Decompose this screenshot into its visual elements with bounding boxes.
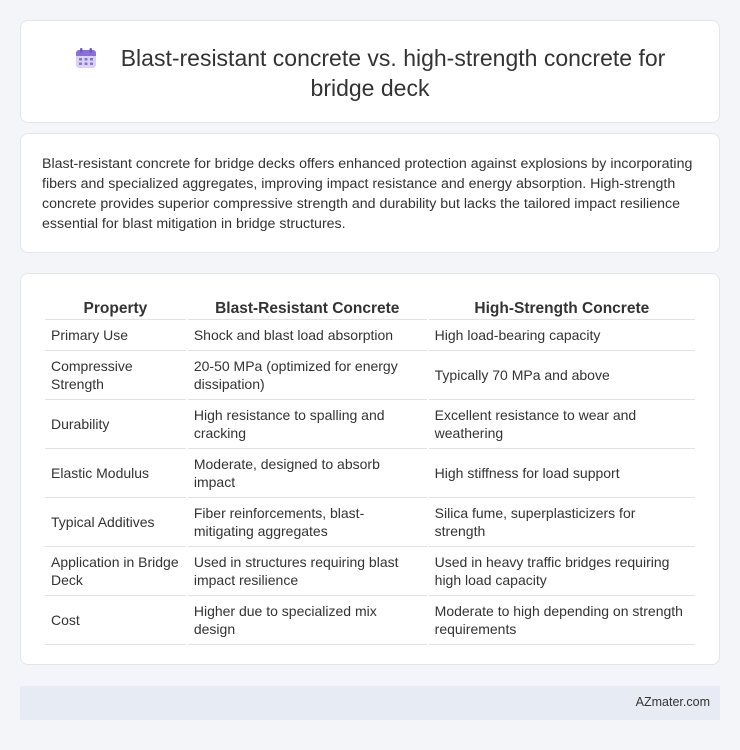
high-strength-cell: High stiffness for load support (429, 449, 695, 498)
blast-resistant-cell: 20-50 MPa (optimized for energy dissipation) (188, 351, 427, 400)
high-strength-cell: High load-bearing capacity (429, 320, 695, 351)
summary-paragraph: Blast-resistant concrete for bridge decks offers enhanced protection against explosions by incorporating fibers and specialized aggregates, improving impact resistance and energy absorption. High-strength concrete provides superior compressive strength and durability but lacks the tailored impact resilience essential for blast mitigation in bridge structures. (42, 156, 693, 232)
table-row (45, 449, 695, 498)
blast-resistant-cell: Fiber reinforcements, blast-mitigating aggregates (188, 498, 427, 547)
comparison-table (43, 294, 697, 645)
high-strength-cell: Silica fume, superplasticizers for strength (429, 498, 695, 547)
calendar-icon (75, 47, 97, 69)
header-blast-resistant: Blast-Resistant Concrete (188, 294, 427, 320)
table-row (45, 498, 695, 547)
table-row (45, 320, 695, 351)
page-title (21, 43, 719, 103)
title-card (20, 20, 720, 123)
table-header-row (45, 294, 695, 320)
property-cell: Elastic Modulus (45, 449, 186, 498)
property-cell: Primary Use (45, 320, 186, 351)
header-high-strength: High-Strength Concrete (429, 294, 695, 320)
high-strength-cell: Moderate to high depending on strength requirements (429, 596, 695, 645)
comparison-table-card (20, 273, 720, 665)
table-row (45, 596, 695, 645)
table-row (45, 400, 695, 449)
blast-resistant-cell: Shock and blast load absorption (188, 320, 427, 351)
property-cell: Compressive Strength (45, 351, 186, 400)
property-cell: Durability (45, 400, 186, 449)
blast-resistant-cell: High resistance to spalling and cracking (188, 400, 427, 449)
header-property: Property (45, 294, 186, 320)
high-strength-cell: Excellent resistance to wear and weathering (429, 400, 695, 449)
property-cell: Application in Bridge Deck (45, 547, 186, 596)
property-cell: Typical Additives (45, 498, 186, 547)
summary-card (20, 133, 720, 253)
high-strength-cell: Used in heavy traffic bridges requiring high load capacity (429, 547, 695, 596)
table-row (45, 351, 695, 400)
property-cell: Cost (45, 596, 186, 645)
high-strength-cell: Typically 70 MPa and above (429, 351, 695, 400)
blast-resistant-cell: Used in structures requiring blast impact resilience (188, 547, 427, 596)
title-text: Blast-resistant concrete vs. high-strength concrete for bridge deck (120, 45, 666, 101)
footer-brand[interactable]: AZmater.com (635, 695, 710, 709)
blast-resistant-cell: Higher due to specialized mix design (188, 596, 427, 645)
blast-resistant-cell: Moderate, designed to absorb impact (188, 449, 427, 498)
footer-bar (20, 686, 720, 720)
table-row (45, 547, 695, 596)
